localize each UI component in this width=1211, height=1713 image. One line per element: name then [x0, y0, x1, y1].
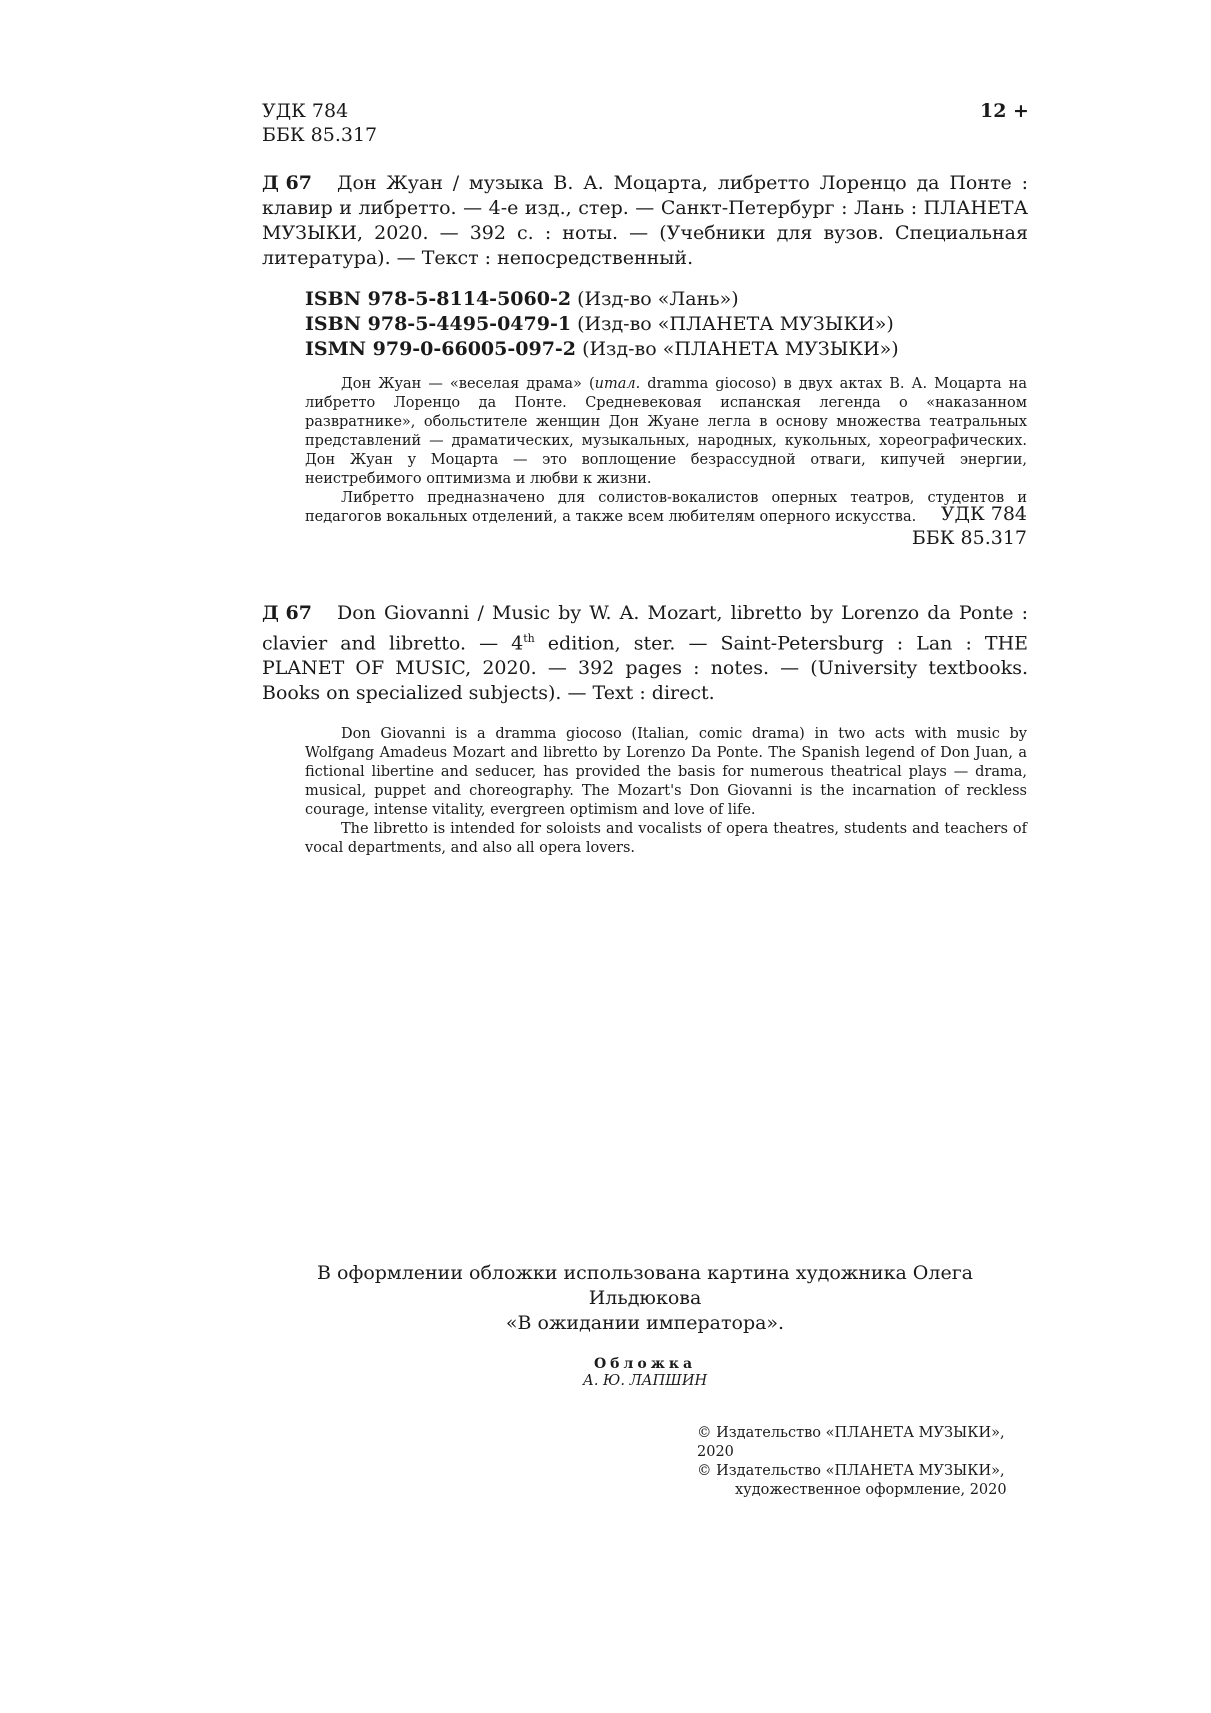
cover-note-line1: В оформлении обложки использована картина художника Олега Ильдюкова [317, 1262, 973, 1309]
isbn-publisher: (Изд-во «ПЛАНЕТА МУЗЫКИ») [577, 313, 894, 335]
cover-note-line2: «В ожидании императора». [505, 1312, 785, 1334]
cover-credit-label: Обложка [593, 1356, 697, 1372]
copyright-line1: © Издательство «ПЛАНЕТА МУЗЫКИ», 2020 [697, 1425, 1005, 1460]
en-entry [262, 601, 1028, 706]
cover-credit [562, 1356, 728, 1391]
isbn-line [305, 312, 899, 337]
ismn-publisher: (Изд-во «ПЛАНЕТА МУЗЫКИ») [582, 338, 899, 360]
ismn-line [305, 337, 899, 362]
isbn-line [305, 287, 899, 312]
isbn-publisher: (Изд-во «Лань») [577, 288, 739, 310]
isbn-id: ISBN 978-5-8114-5060-2 [305, 288, 572, 310]
en-entry-text [262, 601, 1028, 706]
footer-bbk: ББК 85.317 [911, 527, 1027, 549]
en-annotation [305, 725, 1027, 858]
en-annotation-p2: The libretto is intended for soloists and vocalists of opera theatres, students and teachers of vocal departments, and also all opera lovers. [305, 821, 1027, 856]
ru-entry-code: Д 67 [262, 172, 312, 194]
copyright-line2: © Издательство «ПЛАНЕТА МУЗЫКИ», [697, 1463, 1005, 1479]
isbn-list [305, 287, 899, 362]
en-entry-text-a: Don Giovanni / Music by W. A. Mozart, libretto by Lorenzo da Ponte : clavier and libretto. — 4 [262, 602, 1028, 655]
footer-udk: УДК 784 [940, 503, 1027, 525]
cover-credit-name: А. Ю. ЛАПШИН [582, 1373, 708, 1389]
copyright [697, 1424, 1037, 1500]
ru-annotation-italic: итал. [594, 376, 641, 392]
ismn-id: ISMN 979-0-66005-097-2 [305, 338, 577, 360]
en-entry-code: Д 67 [262, 602, 312, 624]
ru-annotation-text: Дон Жуан — «веселая драма» ( [341, 376, 595, 392]
ru-annotation-text: dramma giocoso) в двух актах В. А. Моцарта на либретто Лоренцо да Понте. Средневековая испанская легенда о «наказанном развратнике», обольстителе женщин Дон Жуане легла в основу множества театральных представлений — драматических, музыкальных, народных, кукольных, хореографических. Дон Жуан у Моцарта — это воплощение безрассудной отваги, кипучей энергии, неистребимого оптимизма и любви к жизни. [305, 376, 1027, 487]
isbn-id: ISBN 978-5-4495-0479-1 [305, 313, 572, 335]
ru-entry [262, 171, 1028, 271]
ru-entry-text: Дон Жуан / музыка В. А. Моцарта, либретто Лоренцо да Понте : клавир и либретто. — 4-е изд., стер. — Санкт-Петербург : Лань : ПЛАНЕТА МУЗЫКИ, 2020. — 392 с. : ноты. — (Учебники для вузов. Специальная литература). — Текст : непосредственный. [262, 172, 1028, 269]
age-rating: 12 + [980, 100, 1029, 122]
ru-annotation-p2: Либретто предназначено для солистов-вокалистов оперных театров, студентов и педагогов вокальных отделений, а также всем любителям оперного искусства. [305, 490, 1027, 525]
en-entry-sup: th [523, 632, 535, 645]
en-annotation-p1: Don Giovanni is a dramma giocoso (Italian, comic drama) in two acts with music by Wolfgang Amadeus Mozart and libretto by Lorenzo Da Ponte. The Spanish legend of Don Juan, a fictional libertine and seducer, has provided the basis for numerous theatrical plays — drama, musical, puppet and choreography. The Mozart's Don Giovanni is the incarnation of reckless courage, intense vitality, evergreen optimism and love of life. [305, 726, 1027, 818]
ru-annotation-p1 [305, 375, 1027, 489]
cover-note [262, 1261, 1028, 1336]
header-udk: УДК 784 [262, 100, 349, 122]
en-entry-text-b: edition, ster. — Saint-Petersburg : Lan : THE PLANET OF MUSIC, 2020. — 392 pages : notes. — (University textbooks. Books on specialized subjects). — Text : direct. [262, 632, 1029, 705]
copyright-line3: художественное оформление, 2020 [735, 1482, 1007, 1498]
header-bbk: ББК 85.317 [262, 124, 378, 146]
